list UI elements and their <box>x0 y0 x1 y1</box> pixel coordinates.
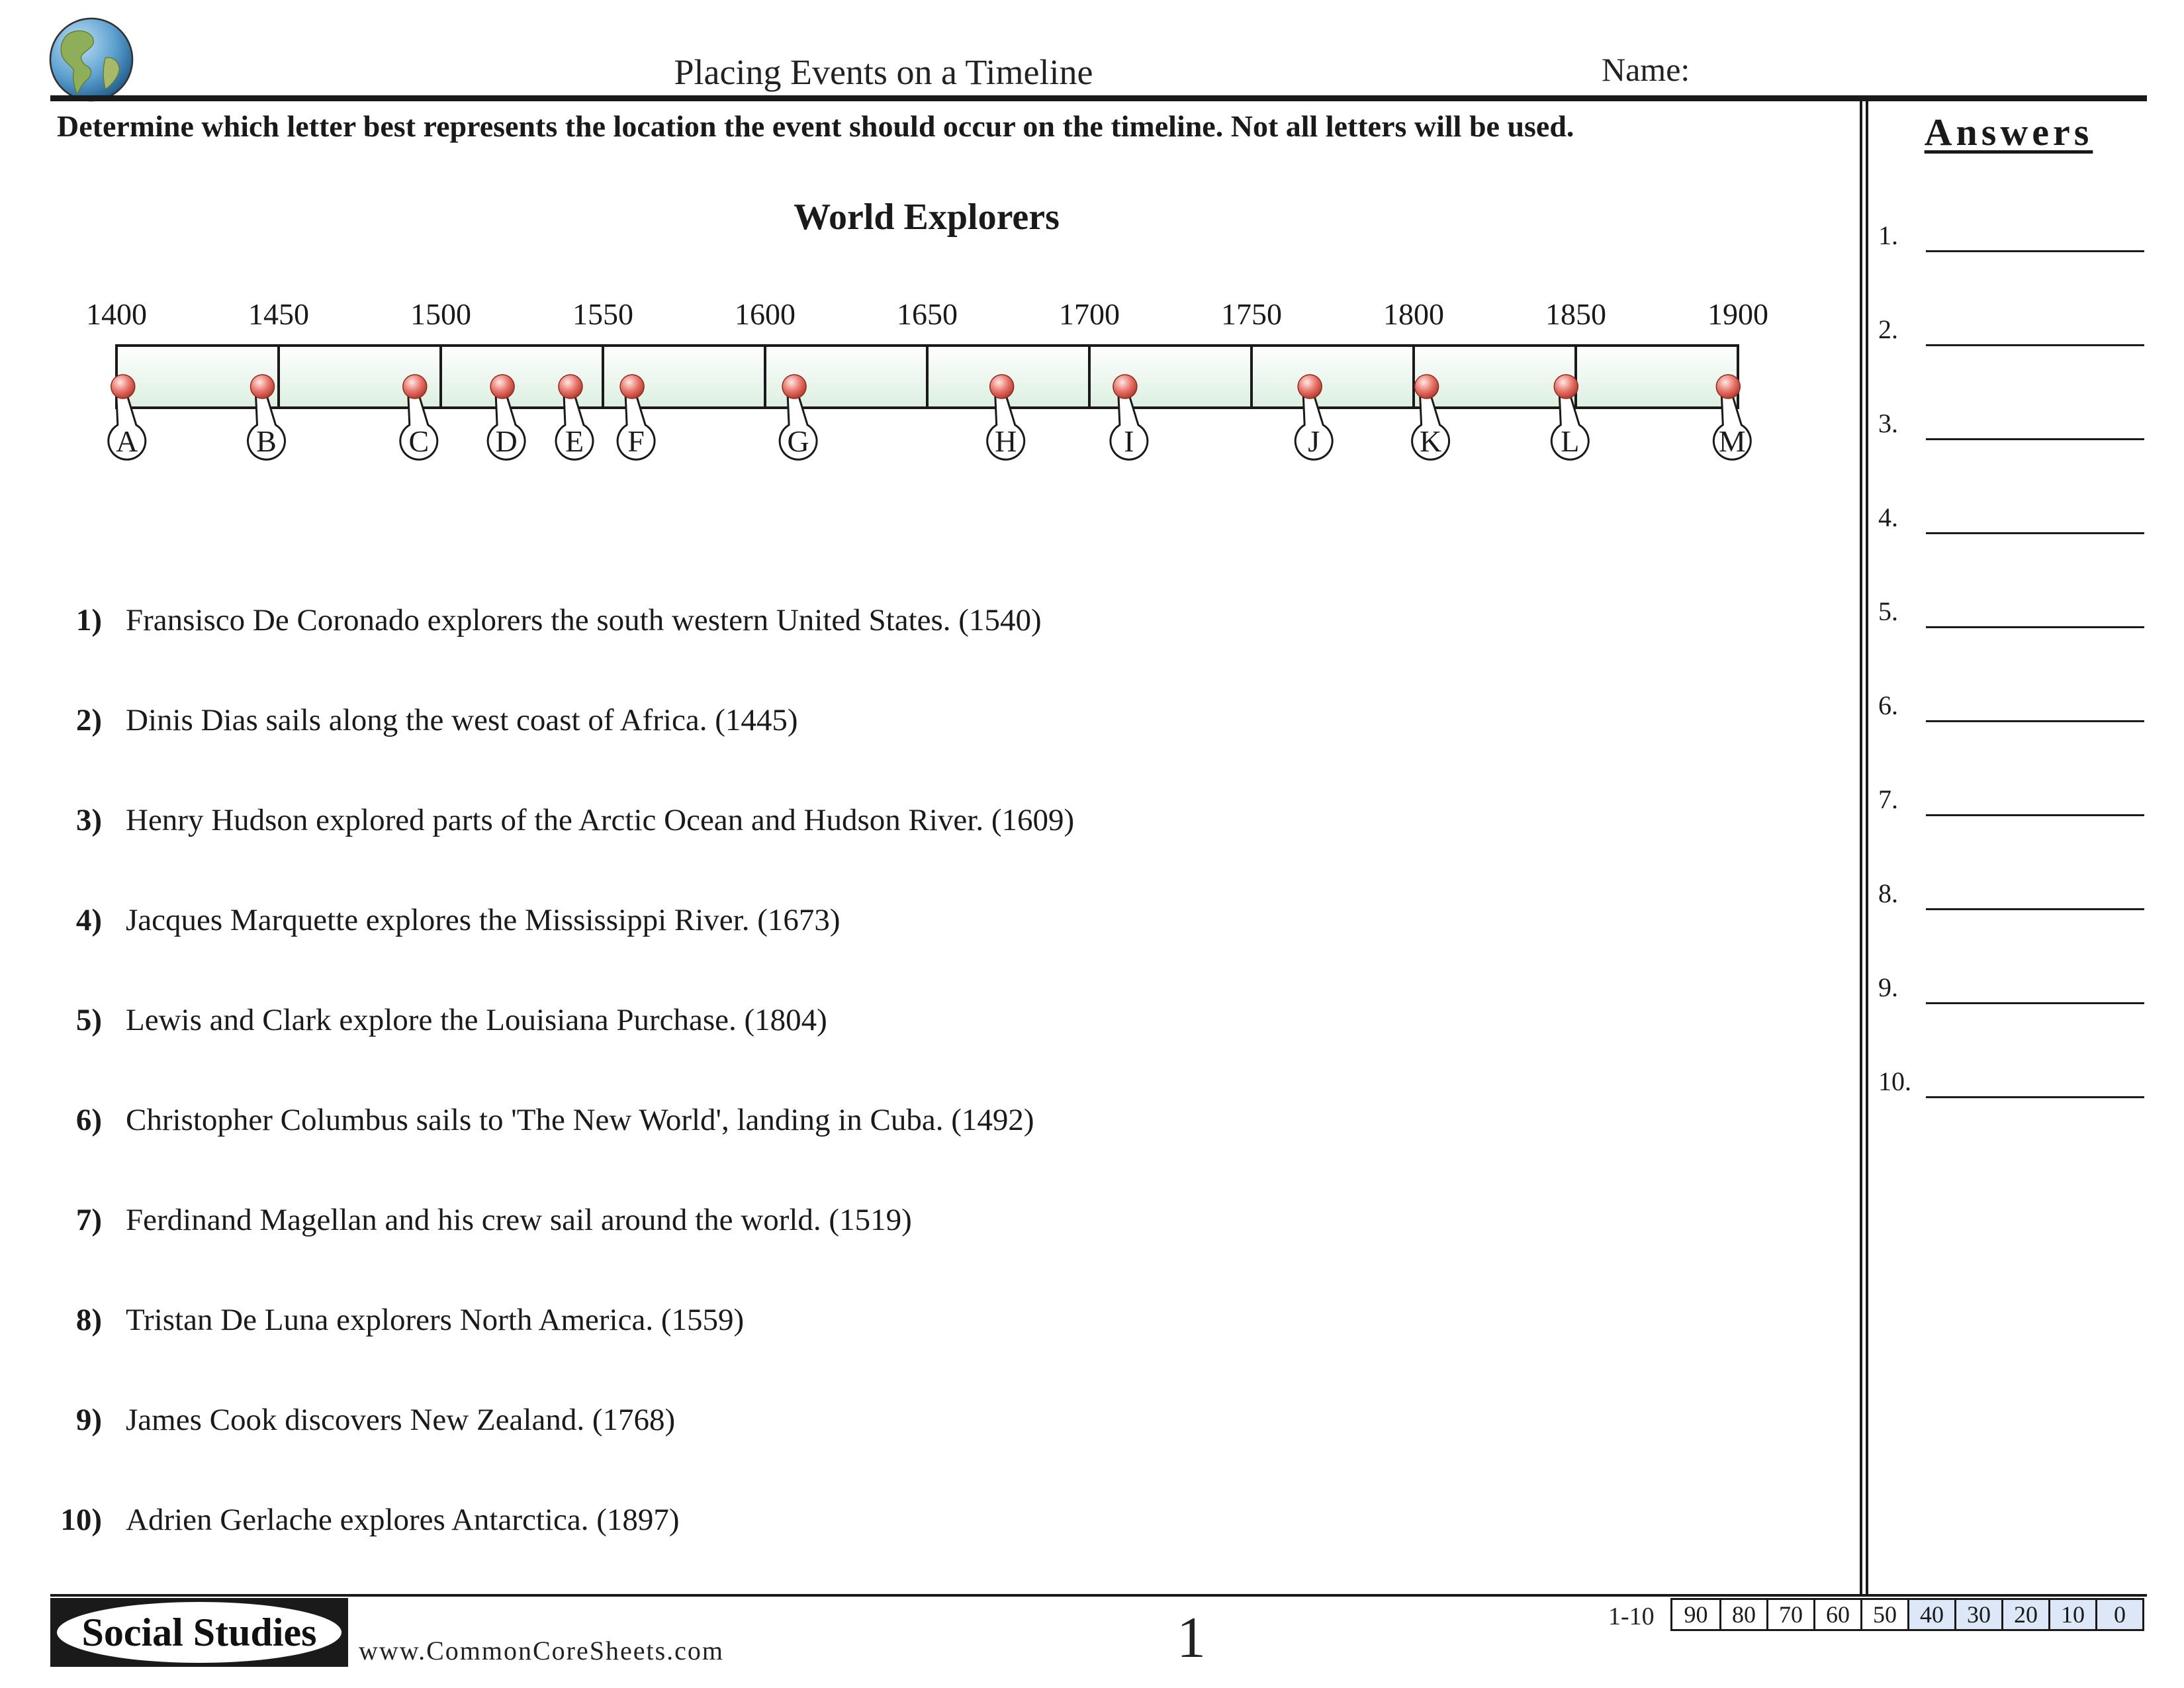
answer-label: 8. <box>1878 878 1898 908</box>
question-number: 10) <box>60 1503 102 1537</box>
marker-letter: L <box>1561 424 1580 458</box>
year-label: 1450 <box>248 297 309 331</box>
marker-letter: C <box>408 424 430 458</box>
score-cell: 0 <box>2095 1600 2142 1629</box>
question-number: 7) <box>75 1203 102 1237</box>
marker-letter: E <box>565 424 584 458</box>
timeline-segment <box>1089 346 1251 408</box>
marker-letter: F <box>627 424 645 458</box>
score-cell: 20 <box>2001 1600 2048 1629</box>
footer-rule <box>50 1594 2147 1597</box>
marker-letter: A <box>116 424 138 458</box>
score-cell: 80 <box>1719 1600 1766 1629</box>
marker-dot <box>1716 375 1740 399</box>
score-cell: 60 <box>1813 1600 1860 1629</box>
score-cell: 50 <box>1860 1600 1907 1629</box>
question-number: 8) <box>75 1303 102 1337</box>
name-label: Name: <box>1602 51 1690 88</box>
question-text: Ferdinand Magellan and his crew sail around the world. (1519) <box>126 1203 912 1237</box>
score-cell: 40 <box>1907 1600 1954 1629</box>
marker-dot <box>1113 375 1137 399</box>
marker-letter: G <box>787 424 809 458</box>
answer-label: 4. <box>1878 502 1898 532</box>
question-text: James Cook discovers New Zealand. (1768) <box>126 1403 676 1437</box>
answer-label: 10. <box>1878 1066 1911 1096</box>
marker-dot <box>490 375 514 399</box>
year-label: 1400 <box>86 297 147 331</box>
answer-blank[interactable] <box>1926 1096 2144 1098</box>
question-text: Lewis and Clark explore the Louisiana Purchase. (1804) <box>126 1003 827 1037</box>
question-number: 5) <box>75 1003 102 1037</box>
marker-letter: B <box>256 424 277 458</box>
page-number: 1 <box>1177 1606 1206 1670</box>
score-table <box>1670 1598 2144 1631</box>
score-cell: 70 <box>1766 1600 1813 1629</box>
marker-dot <box>111 375 135 399</box>
answer-blank[interactable] <box>1926 908 2144 910</box>
marker-letter: K <box>1419 424 1442 458</box>
header-rule <box>50 95 2147 101</box>
timeline-segment <box>1576 346 1738 408</box>
marker-letter: D <box>495 424 518 458</box>
answer-label: 2. <box>1878 314 1898 344</box>
year-label: 1500 <box>410 297 471 331</box>
answer-blank[interactable] <box>1926 344 2144 346</box>
answer-blank[interactable] <box>1926 532 2144 534</box>
marker-dot <box>990 375 1014 399</box>
globe-icon <box>48 16 135 103</box>
marker-letter: I <box>1124 424 1134 458</box>
score-range-label: 1-10 <box>1608 1603 1655 1630</box>
column-divider <box>1860 101 1868 1594</box>
marker-dot <box>403 375 427 399</box>
answer-label: 1. <box>1878 220 1898 250</box>
question-text: Fransisco De Coronado explorers the south western United States. (1540) <box>126 603 1042 637</box>
answer-label: 9. <box>1878 972 1898 1002</box>
answer-blank[interactable] <box>1926 438 2144 440</box>
answer-blank[interactable] <box>1926 814 2144 816</box>
timeline-segment <box>1414 346 1576 408</box>
answer-blank[interactable] <box>1926 1002 2144 1004</box>
question-number: 6) <box>75 1103 102 1137</box>
marker-letter: M <box>1718 424 1746 458</box>
score-cell: 30 <box>1954 1600 2001 1629</box>
marker-letter: H <box>995 424 1017 458</box>
marker-letter: J <box>1308 424 1320 458</box>
question-number: 9) <box>75 1403 102 1437</box>
year-label: 1650 <box>897 297 958 331</box>
marker-dot <box>1298 375 1322 399</box>
question-number: 2) <box>75 703 102 737</box>
score-cell: 90 <box>1684 1601 1708 1628</box>
marker-dot <box>782 375 806 399</box>
question-number: 1) <box>75 603 102 637</box>
directions-text: Determine which letter best represents the location the event should occur on the timeline. Not all letters will be used. <box>57 109 1574 143</box>
timeline <box>0 291 1853 477</box>
year-label: 1850 <box>1545 297 1606 331</box>
answer-blank[interactable] <box>1926 720 2144 722</box>
question-text: Henry Hudson explored parts of the Arctic Ocean and Hudson River. (1609) <box>126 803 1075 837</box>
subject-logo-text: Social Studies <box>57 1602 341 1663</box>
timeline-segment <box>116 346 279 408</box>
marker-dot <box>620 375 644 399</box>
question-text: Tristan De Luna explorers North America. (1559) <box>126 1303 745 1337</box>
question-text: Christopher Columbus sails to 'The New World', landing in Cuba. (1492) <box>126 1103 1034 1137</box>
question-number: 3) <box>75 803 102 837</box>
score-cell: 10 <box>2048 1600 2095 1629</box>
year-label: 1700 <box>1059 297 1120 331</box>
answer-label: 3. <box>1878 408 1898 438</box>
marker-dot <box>559 375 582 399</box>
website-link[interactable]: www.CommonCoreSheets.com <box>359 1636 725 1665</box>
year-label: 1900 <box>1707 297 1768 331</box>
answers-heading: Answers <box>1924 111 2093 154</box>
question-number: 4) <box>75 903 102 937</box>
timeline-segment <box>1251 346 1414 408</box>
answer-label: 5. <box>1878 596 1898 626</box>
question-text: Adrien Gerlache explores Antarctica. (1897) <box>126 1503 680 1537</box>
answer-blank[interactable] <box>1926 626 2144 628</box>
question-text: Jacques Marquette explores the Mississippi River. (1673) <box>126 903 841 937</box>
year-label: 1600 <box>735 297 796 331</box>
marker-dot <box>251 375 275 399</box>
answer-label: 7. <box>1878 784 1898 814</box>
year-label: 1750 <box>1221 297 1282 331</box>
year-label: 1550 <box>572 297 633 331</box>
year-label: 1800 <box>1383 297 1444 331</box>
timeline-title: World Explorers <box>794 197 1060 238</box>
worksheet-title: Placing Events on a Timeline <box>674 52 1093 92</box>
marker-dot <box>1415 375 1439 399</box>
question-text: Dinis Dias sails along the west coast of Africa. (1445) <box>126 703 798 737</box>
answer-blank[interactable] <box>1926 250 2144 252</box>
timeline-segment <box>441 346 603 408</box>
marker-dot <box>1554 375 1578 399</box>
answer-label: 6. <box>1878 690 1898 720</box>
